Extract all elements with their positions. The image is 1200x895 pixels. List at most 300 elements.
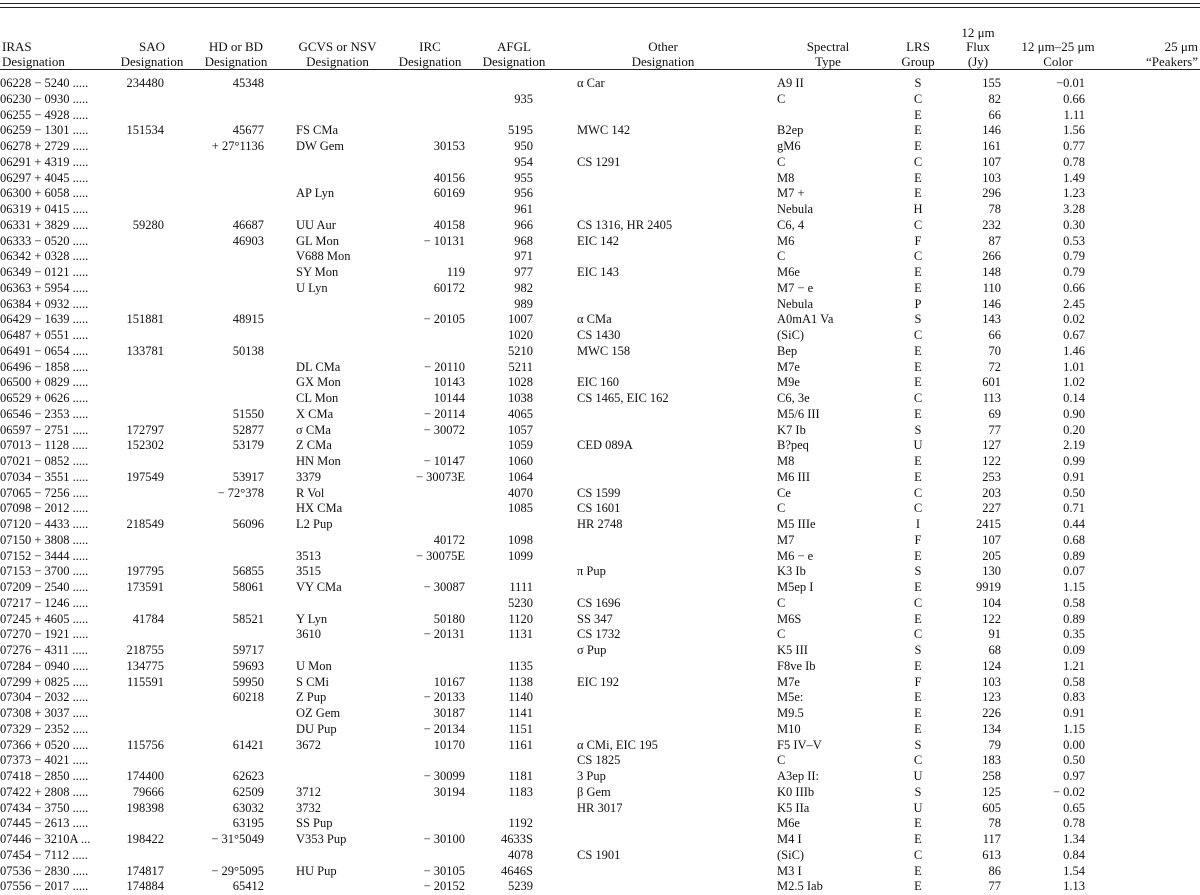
cell-other: [557, 470, 769, 486]
cell-lrs: C: [913, 753, 923, 768]
cell-irc: [389, 501, 471, 517]
cell-irc: − 30072: [423, 422, 465, 437]
cell-spec: M8: [777, 454, 795, 468]
column-header-line: IRC: [419, 39, 441, 54]
cell-other: [557, 108, 769, 124]
cell-sao: [118, 297, 186, 313]
cell-spec: B2ep: [777, 123, 804, 138]
cell-peakers: [1109, 738, 1200, 754]
cell-color: 0.44: [1063, 517, 1085, 531]
cell-lrs: U: [913, 438, 923, 453]
cell-irc: − 10131: [423, 233, 465, 248]
cell-flux: 103: [982, 170, 1001, 185]
cell-lrs: E: [914, 816, 922, 831]
cell-lrs: C: [913, 91, 923, 106]
cell-other: [557, 864, 769, 880]
cell-sao: [118, 265, 186, 281]
cell-iras: 07065 − 7256 .....: [0, 485, 89, 500]
cell-flux: 232: [982, 217, 1001, 232]
cell-lrs: E: [914, 690, 922, 705]
cell-peakers: [1109, 643, 1200, 659]
cell-afgl: 971: [514, 249, 533, 264]
cell-spec: [769, 108, 887, 124]
cell-afgl: 1183: [508, 784, 533, 799]
column-header-line: Group: [901, 53, 935, 69]
cell-hd: [186, 171, 286, 187]
cell-color: 0.77: [1063, 139, 1085, 153]
cell-peakers: [1109, 312, 1200, 328]
cell-irc: [389, 438, 471, 454]
cell-lrs: U: [913, 800, 923, 815]
column-header-sao: [118, 12, 186, 71]
cell-spec: C: [777, 753, 786, 768]
cell-color: 0.30: [1063, 217, 1085, 232]
cell-lrs: E: [914, 454, 922, 468]
cell-flux: 122: [982, 454, 1001, 468]
cell-color: 0.71: [1063, 501, 1085, 516]
column-header-line: Designation: [631, 53, 695, 69]
cell-peakers: [1109, 265, 1200, 281]
table-row: [0, 533, 1200, 549]
cell-afgl: 961: [514, 202, 533, 216]
cell-hd: [186, 391, 286, 407]
table-row: [0, 218, 1200, 234]
cell-iras: 07299 + 0825 .....: [0, 674, 89, 689]
cell-hd: [186, 375, 286, 391]
cell-gcvs: GL Mon: [296, 233, 339, 248]
cell-peakers: [1109, 328, 1200, 344]
cell-other: [557, 454, 769, 470]
cell-afgl: 1140: [508, 690, 533, 705]
cell-iras: 07418 − 2850 .....: [0, 769, 89, 783]
cell-hd: 58521: [232, 611, 264, 626]
cell-iras: 06291 + 4319 .....: [0, 154, 89, 169]
cell-gcvs: V353 Pup: [296, 832, 347, 846]
cell-gcvs: [286, 108, 389, 124]
cell-irc: 30194: [433, 784, 465, 799]
cell-iras: 07284 − 0940 .....: [0, 658, 89, 673]
cell-sao: [118, 486, 186, 502]
cell-color: 0.58: [1063, 674, 1085, 689]
cell-flux: 127: [982, 438, 1001, 453]
cell-lrs: S: [914, 422, 922, 437]
cell-other: α Car: [577, 76, 605, 90]
cell-sao: 59280: [132, 217, 164, 232]
cell-lrs: S: [914, 76, 922, 90]
cell-iras: 07209 − 2540 .....: [0, 580, 89, 594]
cell-gcvs: VY CMa: [296, 580, 342, 594]
cell-hd: − 29°5095: [211, 863, 264, 878]
cell-color: 0.89: [1063, 611, 1085, 626]
cell-iras: 06429 − 1639 .....: [0, 312, 89, 327]
cell-spec: C: [777, 154, 786, 169]
column-header-line: Other: [648, 39, 678, 54]
cell-peakers: [1109, 753, 1200, 769]
cell-other: CED 089A: [577, 438, 633, 453]
cell-irc: − 10147: [423, 454, 465, 468]
cell-flux: 2415: [976, 517, 1001, 531]
cell-sao: 79666: [132, 784, 164, 799]
cell-other: [557, 139, 769, 155]
cell-afgl: 955: [514, 170, 533, 185]
cell-iras: 07153 − 3700 .....: [0, 564, 89, 579]
cell-hd: [186, 202, 286, 218]
table-row: [0, 643, 1200, 659]
cell-afgl: 1131: [508, 627, 533, 642]
cell-peakers: [1109, 375, 1200, 391]
top-rule-second: [0, 7, 1200, 8]
cell-afgl: 5210: [508, 343, 533, 358]
cell-hd: 63032: [232, 800, 264, 815]
cell-flux: 86: [988, 863, 1001, 878]
cell-gcvs: S CMi: [296, 674, 330, 689]
cell-peakers: [1109, 769, 1200, 785]
cell-spec: M5ep I: [777, 580, 814, 594]
cell-peakers: [1109, 92, 1200, 108]
cell-spec: (SiC): [777, 847, 805, 862]
cell-sao: [118, 454, 186, 470]
cell-sao: 174400: [126, 769, 164, 783]
cell-hd: [186, 501, 286, 517]
cell-spec: C: [777, 501, 786, 516]
table-row: [0, 171, 1200, 187]
cell-sao: [118, 202, 186, 218]
cell-iras: 07366 + 0520 .....: [0, 737, 89, 752]
cell-lrs: E: [914, 706, 922, 720]
cell-gcvs: U Lyn: [296, 280, 328, 295]
cell-afgl: [471, 753, 557, 769]
table-row: [0, 706, 1200, 722]
cell-irc: [389, 249, 471, 265]
cell-peakers: [1109, 344, 1200, 360]
cell-spec: Nebula: [777, 202, 814, 216]
cell-gcvs: FS CMa: [296, 123, 339, 138]
cell-irc: − 20110: [424, 359, 465, 374]
table-row: [0, 596, 1200, 612]
table-row: [0, 391, 1200, 407]
cell-peakers: [1109, 722, 1200, 738]
cell-irc: [389, 801, 471, 817]
cell-irc: [389, 753, 471, 769]
cell-sao: 133781: [126, 343, 164, 358]
cell-flux: 79: [988, 737, 1001, 752]
cell-spec: M6e: [777, 816, 800, 831]
cell-hd: [186, 92, 286, 108]
table-row: [0, 675, 1200, 691]
column-header-other: [557, 12, 769, 71]
cell-lrs: E: [914, 123, 922, 138]
cell-iras: 06496 − 1858 .....: [0, 359, 89, 374]
cell-iras: 07304 − 2032 .....: [0, 690, 89, 705]
cell-iras: 07217 − 1246 .....: [0, 595, 89, 610]
table-row: [0, 769, 1200, 785]
cell-irc: 10167: [433, 674, 465, 689]
cell-irc: − 20133: [423, 690, 465, 705]
cell-lrs: E: [914, 832, 922, 846]
cell-iras: 07034 − 3551 .....: [0, 469, 89, 484]
cell-afgl: 1161: [508, 737, 533, 752]
table-row: [0, 438, 1200, 454]
cell-irc: [389, 344, 471, 360]
cell-irc: 30187: [433, 706, 465, 720]
table-row: [0, 549, 1200, 565]
column-header-line: “Peakers”: [1146, 53, 1198, 69]
cell-hd: [186, 454, 286, 470]
cell-gcvs: Z Pup: [296, 690, 327, 705]
cell-iras: 07445 − 2613 .....: [0, 816, 89, 831]
table-row: [0, 486, 1200, 502]
cell-color: 1.15: [1063, 721, 1085, 736]
cell-sao: [118, 328, 186, 344]
cell-peakers: [1109, 139, 1200, 155]
cell-sao: [118, 281, 186, 297]
cell-lrs: E: [914, 265, 922, 279]
cell-hd: 56096: [232, 517, 264, 531]
cell-other: [557, 690, 769, 706]
cell-color: 3.28: [1063, 202, 1085, 216]
table-body: [0, 76, 1200, 895]
cell-irc: [389, 816, 471, 832]
cell-peakers: [1109, 848, 1200, 864]
cell-color: 0.02: [1063, 312, 1085, 327]
cell-afgl: 982: [514, 280, 533, 295]
cell-irc: [389, 643, 471, 659]
cell-lrs: U: [913, 769, 923, 783]
cell-peakers: [1109, 580, 1200, 596]
cell-flux: 66: [988, 328, 1001, 342]
cell-hd: [186, 281, 286, 297]
cell-spec: Ce: [777, 485, 791, 500]
cell-peakers: [1109, 171, 1200, 187]
table-row: [0, 454, 1200, 470]
cell-afgl: 956: [514, 186, 533, 201]
cell-afgl: 4070: [508, 485, 533, 500]
cell-hd: 65412: [232, 879, 264, 894]
cell-afgl: [471, 564, 557, 580]
cell-lrs: C: [913, 391, 923, 405]
cell-iras: 06597 − 2751 .....: [0, 422, 89, 437]
cell-irc: − 30075E: [415, 548, 465, 563]
cell-irc: 119: [446, 265, 465, 279]
cell-gcvs: HN Mon: [296, 454, 341, 468]
cell-other: [557, 832, 769, 848]
cell-color: 2.19: [1063, 438, 1085, 453]
cell-gcvs: Z CMa: [296, 438, 332, 453]
table-row: [0, 470, 1200, 486]
cell-color: 1.21: [1063, 658, 1085, 673]
cell-other: CS 1430: [577, 328, 621, 342]
cell-spec: (SiC): [777, 328, 805, 342]
cell-sao: 152302: [126, 438, 164, 453]
cell-gcvs: [286, 328, 389, 344]
cell-iras: 07329 − 2352 .....: [0, 721, 89, 736]
column-header-line: HD or BD: [208, 39, 264, 54]
cell-other: [557, 580, 769, 596]
cell-other: [557, 879, 769, 895]
cell-color: 0.00: [1063, 737, 1085, 752]
column-header-line: 12 μm: [961, 24, 995, 40]
table-row: [0, 627, 1200, 643]
table-row: [0, 564, 1200, 580]
cell-other: [557, 186, 769, 202]
cell-afgl: [471, 76, 557, 92]
table-row: [0, 879, 1200, 895]
cell-irc: − 20114: [424, 406, 465, 421]
cell-flux: 227: [982, 501, 1001, 516]
cell-spec: M9e: [777, 375, 800, 390]
cell-gcvs: DU Pup: [296, 721, 337, 736]
cell-other: [557, 533, 769, 549]
column-header-line: Designation: [306, 53, 369, 69]
cell-afgl: 1120: [508, 611, 533, 626]
cell-gcvs: [286, 533, 389, 549]
cell-other: [557, 549, 769, 565]
cell-other: [557, 360, 769, 376]
cell-other: CS 1901: [577, 847, 621, 862]
column-header-line: SAO: [138, 39, 165, 54]
cell-other: [557, 407, 769, 423]
cell-spec: M5 IIIe: [777, 517, 816, 531]
cell-spec: M6e: [777, 265, 800, 279]
cell-irc: − 30073E: [415, 469, 465, 484]
cell-sao: [118, 234, 186, 250]
cell-sao: 173591: [126, 580, 164, 594]
cell-other: β Gem: [577, 784, 611, 799]
table-row: [0, 580, 1200, 596]
cell-sao: [118, 706, 186, 722]
cell-irc: − 20152: [423, 879, 465, 894]
cell-peakers: [1109, 470, 1200, 486]
cell-irc: 50180: [433, 611, 465, 626]
cell-flux: 103: [982, 674, 1001, 689]
cell-iras: 07152 − 3444 .....: [0, 548, 89, 563]
cell-lrs: C: [913, 847, 923, 862]
cell-flux: 258: [982, 769, 1001, 783]
column-header-line: Flux: [966, 39, 990, 54]
cell-lrs: E: [914, 170, 922, 185]
cell-spec: K5 IIa: [777, 800, 810, 815]
column-header-line: Type: [815, 53, 841, 69]
table-row: [0, 328, 1200, 344]
cell-irc: 40158: [433, 217, 465, 232]
column-header-line: Spectral: [806, 39, 850, 54]
cell-peakers: [1109, 564, 1200, 580]
cell-color: 0.78: [1063, 816, 1085, 831]
cell-gcvs: 3672: [296, 737, 321, 752]
table-row: [0, 816, 1200, 832]
cell-afgl: 1028: [508, 375, 533, 390]
table-row: [0, 360, 1200, 376]
cell-spec: C: [777, 627, 786, 642]
cell-peakers: [1109, 297, 1200, 313]
cell-irc: [389, 123, 471, 139]
cell-color: 0.84: [1063, 847, 1085, 862]
cell-lrs: E: [914, 359, 922, 374]
cell-iras: 06297 + 4045 .....: [0, 170, 89, 185]
cell-irc: [389, 596, 471, 612]
cell-other: CS 1316, HR 2405: [577, 217, 673, 232]
cell-gcvs: DL CMa: [296, 359, 341, 374]
column-header-line: Color: [1043, 53, 1073, 69]
cell-iras: 07422 + 2808 .....: [0, 784, 89, 799]
column-header-color: [1007, 12, 1109, 71]
cell-iras: 06546 − 2353 .....: [0, 406, 89, 421]
cell-spec: M6 III: [777, 469, 810, 484]
cell-iras: 07373 − 4021 .....: [0, 753, 89, 768]
cell-flux: 68: [988, 643, 1001, 657]
cell-iras: 06319 + 0415 .....: [0, 202, 89, 216]
cell-hd: − 72°378: [217, 485, 264, 500]
cell-sao: [118, 391, 186, 407]
cell-iras: 07245 + 4605 .....: [0, 611, 89, 626]
cell-flux: 124: [982, 658, 1001, 673]
table-row: [0, 848, 1200, 864]
cell-lrs: S: [914, 737, 922, 752]
cell-irc: − 30105: [423, 863, 465, 878]
cell-afgl: 5239: [508, 879, 533, 894]
cell-hd: [186, 627, 286, 643]
cell-spec: K0 IIIb: [777, 784, 815, 799]
cell-color: 0.66: [1063, 91, 1085, 106]
cell-afgl: 5211: [508, 359, 533, 374]
cell-irc: − 20134: [423, 721, 465, 736]
cell-gcvs: [286, 202, 389, 218]
cell-flux: 605: [982, 800, 1001, 815]
cell-flux: 77: [988, 879, 1001, 894]
cell-spec: M6S: [777, 611, 802, 626]
cell-color: 0.20: [1063, 422, 1085, 437]
cell-flux: 107: [982, 532, 1001, 547]
cell-lrs: F: [914, 532, 922, 547]
cell-irc: [389, 564, 471, 580]
column-header-line: Designation: [120, 53, 184, 69]
column-header-iras: [0, 12, 118, 71]
table-row: [0, 297, 1200, 313]
cell-gcvs: OZ Gem: [296, 706, 341, 720]
cell-gcvs: 3610: [296, 627, 321, 642]
cell-peakers: [1109, 438, 1200, 454]
cell-flux: 143: [982, 312, 1001, 327]
table-row: [0, 265, 1200, 281]
cell-iras: 06333 − 0520 .....: [0, 233, 89, 248]
cell-iras: 07446 − 3210A ...: [0, 832, 91, 846]
cell-iras: 07536 − 2830 .....: [0, 863, 89, 878]
cell-iras: 06278 + 2729 .....: [0, 139, 89, 153]
cell-color: −0.01: [1056, 76, 1085, 90]
cell-lrs: S: [914, 564, 922, 579]
cell-iras: 06331 + 3829 .....: [0, 217, 89, 232]
cell-flux: 123: [982, 690, 1001, 705]
cell-color: 0.09: [1063, 643, 1085, 657]
cell-afgl: 4065: [508, 406, 533, 421]
table-row: [0, 738, 1200, 754]
cell-spec: C6, 4: [777, 217, 805, 232]
cell-lrs: C: [913, 154, 923, 169]
cell-sao: [118, 171, 186, 187]
column-header-line: Designation: [2, 53, 65, 69]
cell-peakers: [1109, 659, 1200, 675]
cell-hd: + 27°1136: [211, 139, 264, 153]
cell-afgl: 1099: [508, 548, 533, 563]
column-header-peakers: [1109, 12, 1200, 71]
cell-color: 0.35: [1063, 627, 1085, 642]
cell-hd: 51550: [232, 406, 264, 421]
cell-peakers: [1109, 407, 1200, 423]
cell-sao: [118, 690, 186, 706]
cell-iras: 06228 − 5240 .....: [0, 76, 89, 90]
cell-spec: Bep: [777, 343, 798, 358]
cell-sao: [118, 139, 186, 155]
